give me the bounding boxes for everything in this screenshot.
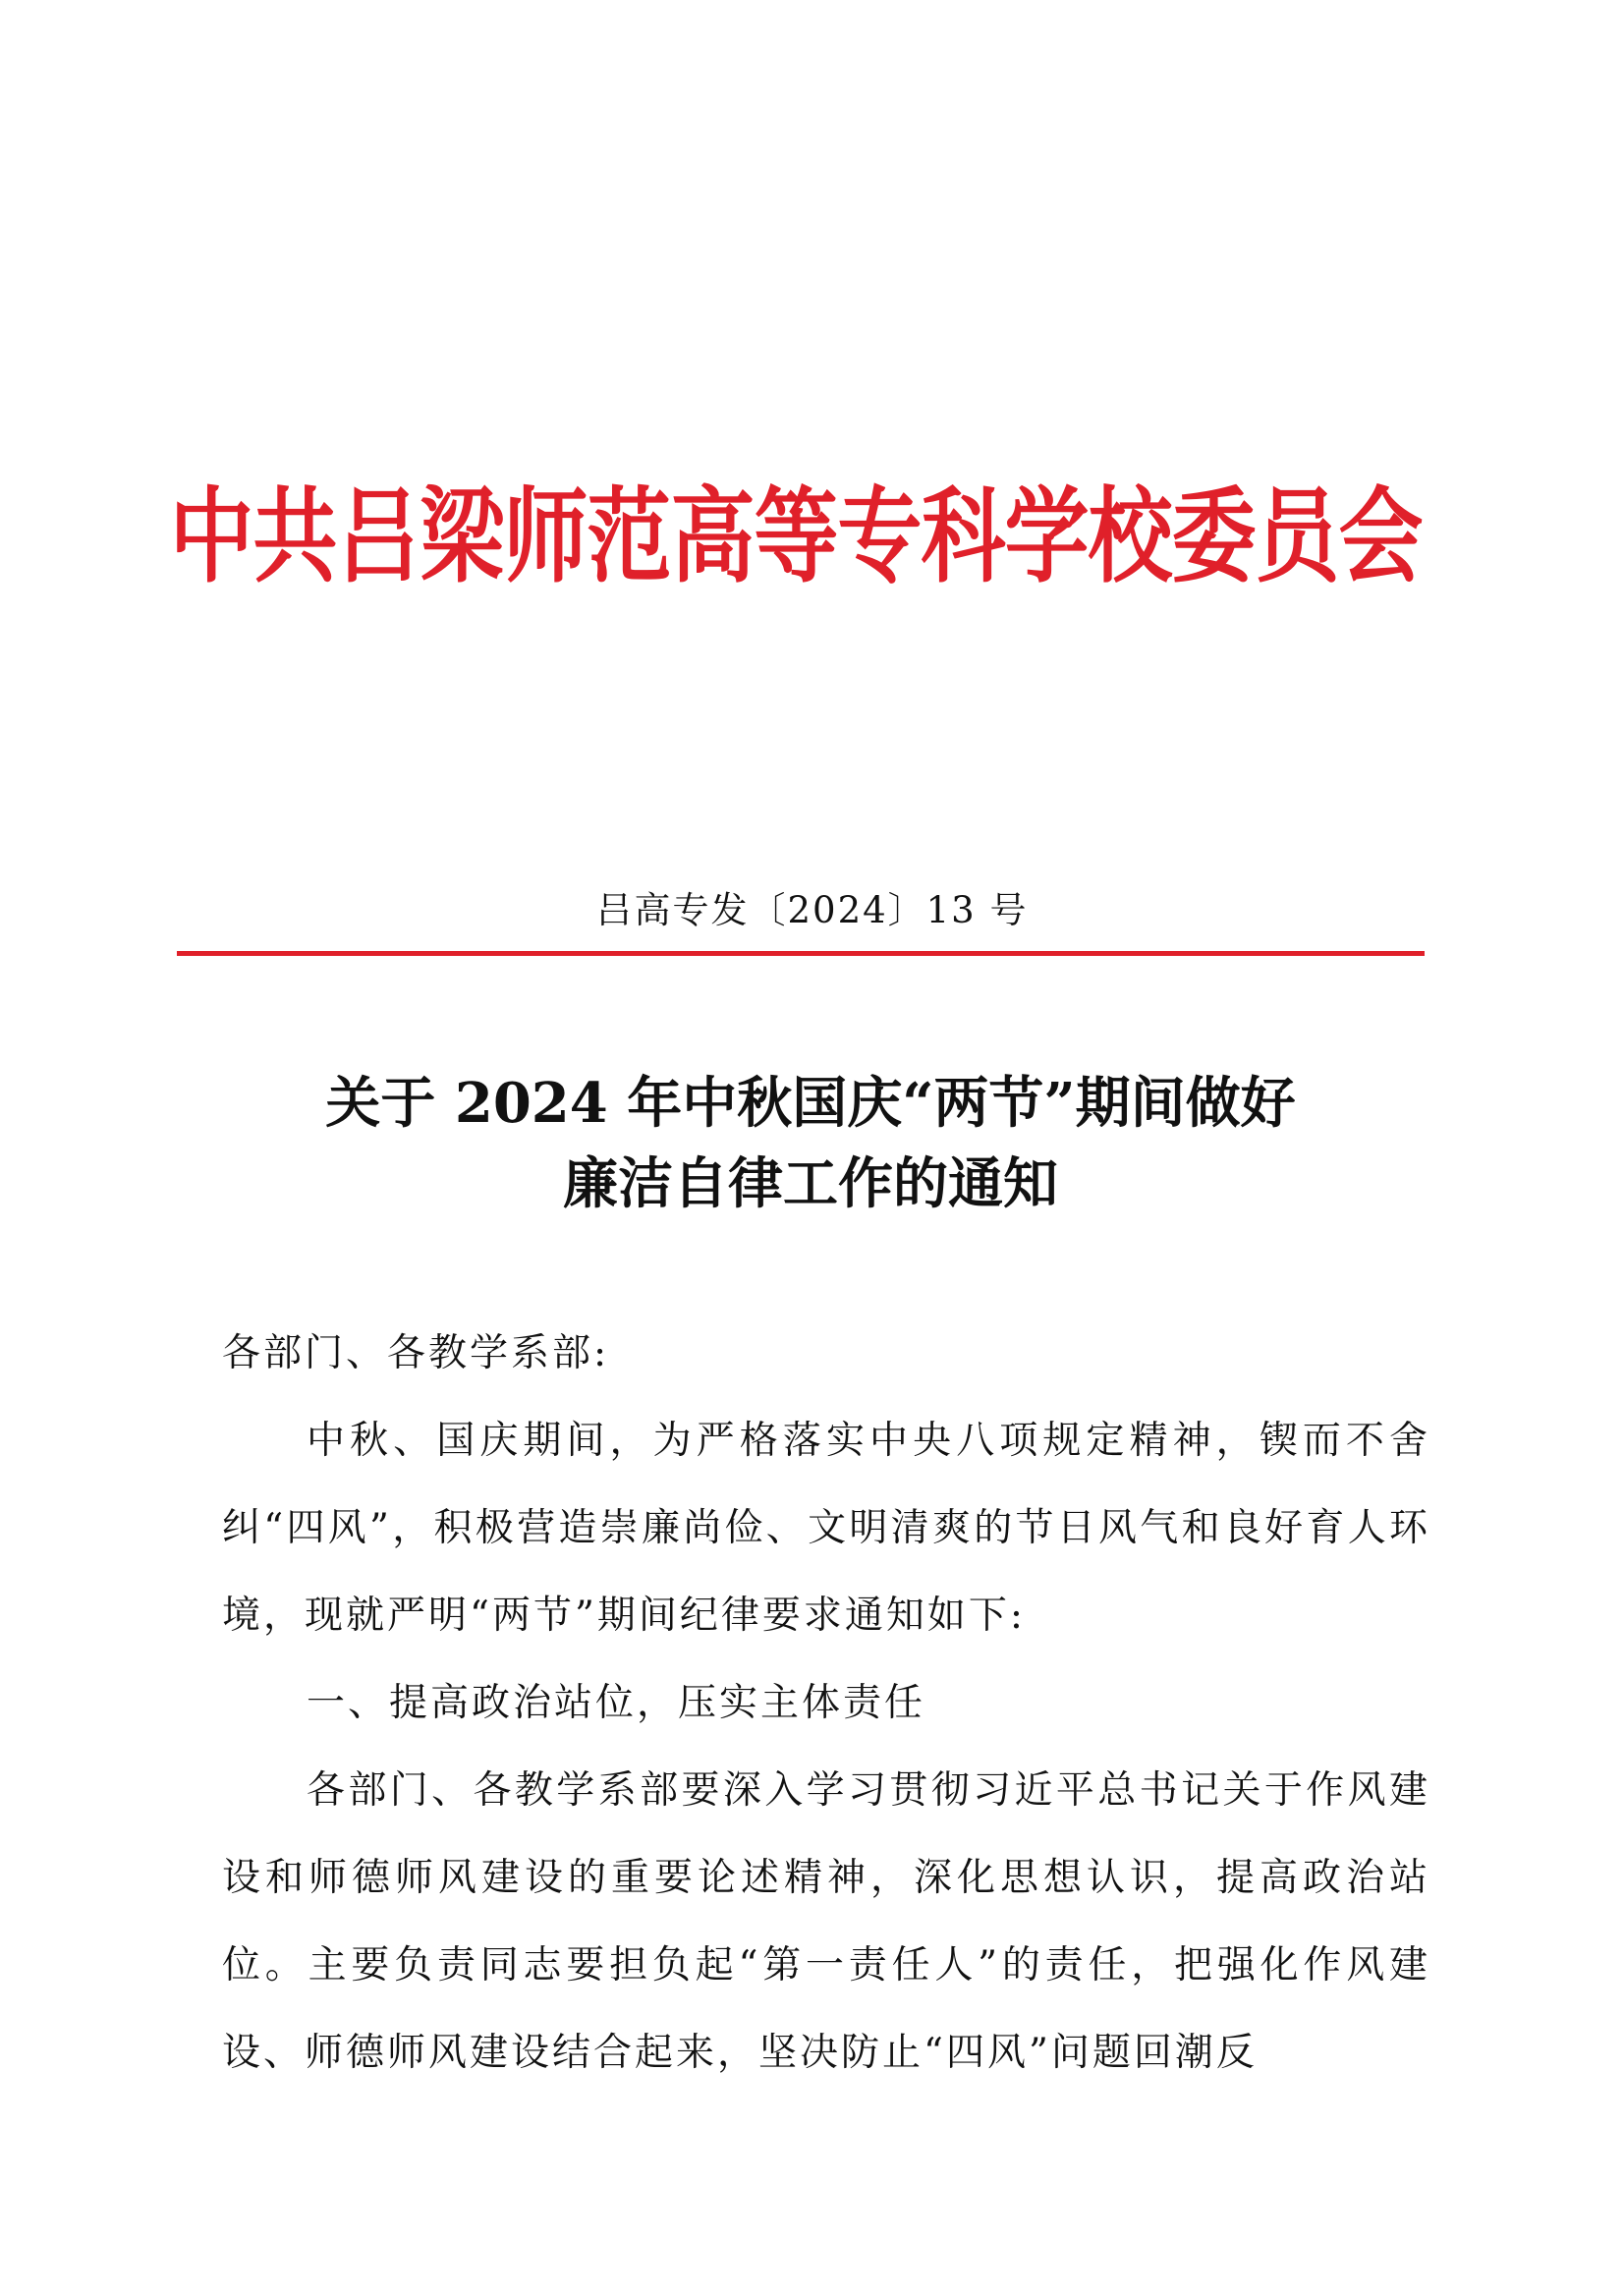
title-line-2: 廉洁自律工作的通知	[563, 1151, 1058, 1216]
section-heading: 一、提高政治站位，压实主体责任	[307, 1681, 926, 1725]
paragraph: 中秋、国庆期间，为严格落实中央八项规定精神，锲而不舍纠“四风”，积极营造崇廉尚俭、文明清爽的节日风气和良好育人环境，现就严明“两节”期间纪律要求通知如下:	[222, 1419, 1430, 1638]
title-line-1: 关于 2024 年中秋国庆“两节”期间做好	[325, 1071, 1296, 1136]
issuer-header: 中共吕梁师范高等专科学校委员会	[169, 476, 1423, 598]
paragraph: 各部门、各教学系部要深入学习贯彻习近平总书记关于作风建设和师德师风建设的重要论述精神，深化思想认识，提高政治站位。主要负责同志要担负起“第一责任人”的责任，把强化作风建设、师德师风建设结合起来，坚决防止“四风”问题回潮反	[222, 1768, 1430, 2075]
document-number: 吕高专发〔2024〕13 号	[595, 889, 1029, 931]
salutation: 各部门、各教学系部:	[222, 1331, 610, 1375]
document-title	[147, 1063, 1474, 1224]
red-divider-line	[177, 951, 1425, 956]
document-body	[222, 1310, 1430, 2097]
